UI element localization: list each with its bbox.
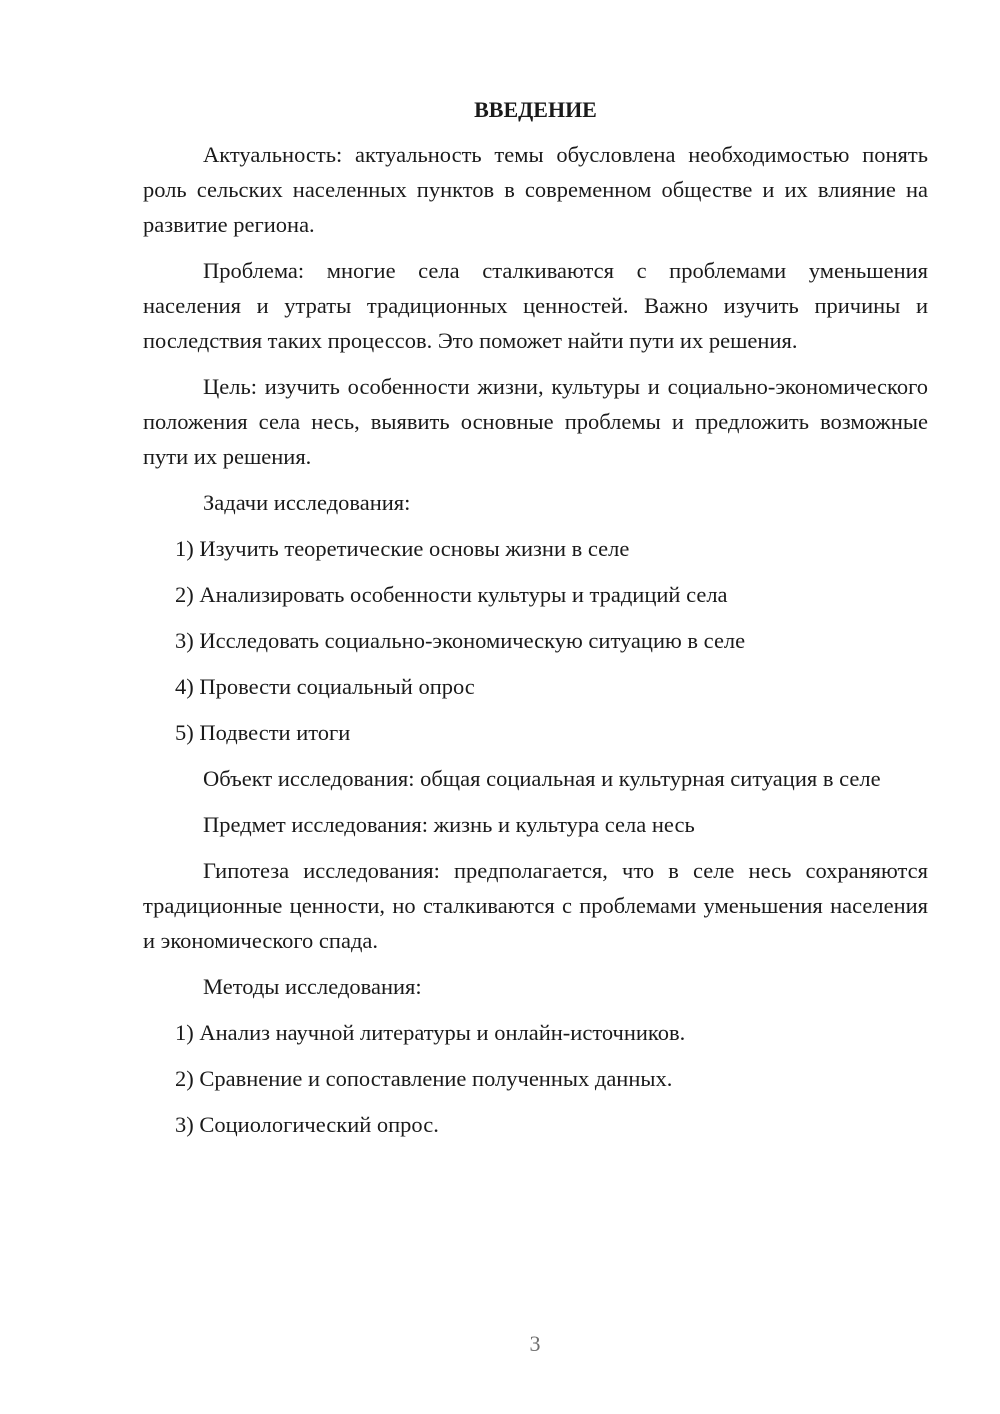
method-item: 2) Сравнение и сопоставление полученных данных. (175, 1066, 673, 1091)
task-item: 3) Исследовать социально-экономическую ситуацию в селе (175, 628, 746, 653)
hypothesis-paragraph: Гипотеза исследования: предполагается, что в селе несь сохраняются традиционные ценности, но сталкиваются с проблемами уменьшения населения и экономического спада. (143, 858, 928, 953)
problem-paragraph: Проблема: многие села сталкиваются с проблемами уменьшения населения и утраты традиционных ценностей. Важно изучить причины и последствия таких процессов. Это поможет найти пути их решения. (143, 258, 928, 353)
subject-paragraph: Предмет исследования: жизнь и культура села несь (203, 812, 695, 837)
task-item: 1) Изучить теоретические основы жизни в селе (175, 536, 630, 561)
object-paragraph: Объект исследования: общая социальная и культурная ситуация в селе (203, 766, 881, 791)
page-number: 3 (529, 1331, 541, 1356)
tasks-heading: Задачи исследования: (203, 490, 411, 515)
document-page (143, 92, 928, 1153)
relevance-paragraph: Актуальность: актуальность темы обусловлена необходимостью понять роль сельских населенных пунктов в современном обществе и их влияние на развитие региона. (143, 142, 928, 237)
methods-heading: Методы исследования: (203, 974, 422, 999)
task-item: 4) Провести социальный опрос (175, 674, 475, 699)
goal-paragraph: Цель: изучить особенности жизни, культуры и социально-экономического положения села несь, выявить основные проблемы и предложить возможные пути их решения. (143, 374, 928, 469)
task-item: 2) Анализировать особенности культуры и традиций села (175, 582, 728, 607)
task-item: 5) Подвести итоги (175, 720, 351, 745)
method-item: 1) Анализ научной литературы и онлайн-источников. (175, 1020, 686, 1045)
section-title: ВВЕДЕНИЕ (474, 97, 597, 122)
method-item: 3) Социологический опрос. (175, 1112, 439, 1137)
